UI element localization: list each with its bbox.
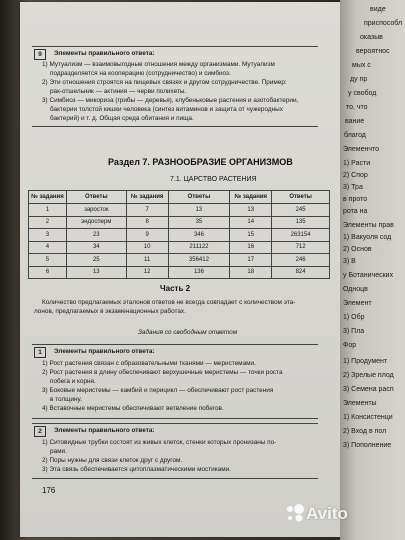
right-fragment: 1) Продумент — [343, 358, 388, 365]
table-cell: 346 — [168, 229, 230, 242]
right-fragment: у свобод — [348, 90, 377, 97]
table-cell: 13 — [66, 266, 126, 279]
right-fragment: вероятнос — [356, 48, 390, 55]
task2-bottom-rule — [32, 478, 318, 479]
table-cell: 5 — [29, 254, 67, 267]
task1-bottom-rule — [32, 418, 318, 419]
task-number-box: 1 — [34, 347, 46, 358]
table-row — [29, 216, 330, 229]
right-fragment: 1) Обр — [343, 314, 365, 321]
table-cell: 824 — [272, 266, 330, 279]
table-cell: 13 — [230, 204, 272, 217]
avito-watermark: Avito — [306, 504, 348, 523]
table-cell: заросток — [66, 204, 126, 217]
right-fragment: 1) Консистенци — [343, 414, 393, 421]
task1-line-1: 1) Рост растения связан с образовательными тканями — меристемами. — [42, 360, 256, 367]
table-cell: 34 — [66, 241, 126, 254]
table-cell: 136 — [168, 266, 230, 279]
table-row — [29, 241, 330, 254]
table-cell: 211122 — [168, 241, 230, 254]
top-line-4: рак-отшельник — актиния — черви полихеты. — [50, 88, 187, 95]
table-row — [29, 204, 330, 217]
right-fragment: 3) Пополнение — [343, 442, 392, 449]
top-line-7: бактерий) и т. д. Общая среда обитания и пища. — [50, 115, 194, 122]
table-cell: 356412 — [168, 254, 230, 267]
table-cell: 23 — [66, 229, 126, 242]
table-row — [29, 266, 330, 279]
part-intro-2: лонов, предлагаемых в экзаменационных работах. — [34, 308, 186, 315]
book-page-right — [340, 0, 405, 540]
table-cell: 35 — [168, 216, 230, 229]
right-fragment: ду пр — [350, 76, 368, 83]
right-fragment: 3) Тра — [343, 184, 363, 191]
section-subtitle: 7.1. ЦАРСТВО РАСТЕНИЯ — [170, 176, 257, 183]
table-cell: 2 — [29, 216, 67, 229]
task-number-box: 2 — [34, 426, 46, 437]
book-page-left — [20, 2, 340, 537]
right-fragment: Элемент — [343, 300, 372, 307]
table-cell: 14 — [230, 216, 272, 229]
table-cell: 16 — [230, 241, 272, 254]
right-fragment: Фор — [343, 342, 357, 349]
top-line-1: 1) Мутуализм — взаимовыгодные отношения между организмами. Мутуализм — [42, 61, 275, 68]
table-cell: 245 — [272, 204, 330, 217]
table-cell: 4 — [29, 241, 67, 254]
task2-top-rule — [32, 423, 318, 424]
right-fragment: рота на — [343, 208, 368, 215]
table-cell: 1 — [29, 204, 67, 217]
table-cell: 7 — [126, 204, 168, 217]
right-fragment: то, что — [346, 104, 368, 111]
right-fragment: 2) Основ — [343, 246, 372, 253]
answers-table — [28, 190, 330, 279]
top-line-5: 3) Симбиоз — микориза (грибы — деревья), клубеньковые растения и азотобактерии, — [42, 97, 299, 104]
table-row — [29, 229, 330, 242]
tasks-subtitle: Задания со свободным ответом — [138, 329, 238, 336]
avito-logo-icon — [284, 502, 306, 524]
table-cell: 12 — [126, 266, 168, 279]
task1-line-5: в толщину. — [50, 396, 82, 403]
table-cell: 10 — [126, 241, 168, 254]
right-fragment: Элементы прав — [343, 222, 394, 229]
right-fragment: 1) Расти — [343, 160, 371, 167]
table-cell: 712 — [272, 241, 330, 254]
right-fragment: вание — [345, 118, 365, 125]
task2-heading: Элементы правильного ответа: — [54, 427, 155, 434]
table-row — [29, 254, 330, 267]
table-cell: 263154 — [272, 229, 330, 242]
col-header: № задания — [29, 191, 67, 204]
top-line-2: подразделяется на кооперацию (сотрудничество) и симбиоз. — [50, 70, 231, 77]
right-fragment: 2) Спор — [343, 172, 368, 179]
table-cell: 8 — [126, 216, 168, 229]
col-header: № задания — [126, 191, 168, 204]
right-fragment: мых с — [352, 62, 371, 69]
task1-line-2: 2) Рост растения в длину обеспечивают верхушечные меристемы — точки роста — [42, 369, 283, 376]
right-fragment: у Ботанических — [343, 272, 394, 279]
table-cell: 13 — [168, 204, 230, 217]
right-fragment: благод — [344, 132, 366, 139]
table-cell: 246 — [272, 254, 330, 267]
top-bottom-rule — [32, 126, 318, 127]
part-title: Часть 2 — [160, 284, 191, 293]
table-cell: 17 — [230, 254, 272, 267]
section-title: Раздел 7. РАЗНООБРАЗИЕ ОРГАНИЗМОВ — [108, 157, 293, 167]
top-rule — [32, 46, 318, 47]
right-fragment: Элеменчто — [343, 146, 380, 153]
task1-heading: Элементы правильного ответа: — [54, 348, 155, 355]
task1-top-rule — [32, 344, 318, 345]
table-cell: 25 — [66, 254, 126, 267]
task-number-box: 9 — [34, 49, 46, 60]
table-cell: 6 — [29, 266, 67, 279]
col-header: Ответы — [272, 191, 330, 204]
right-fragment: виде — [370, 6, 386, 13]
page-number: 176 — [42, 486, 56, 495]
right-fragment: Элементы — [343, 400, 377, 407]
col-header: № задания — [230, 191, 272, 204]
table-cell: 135 — [272, 216, 330, 229]
task1-line-3: побега и корня. — [50, 378, 96, 385]
top-line-6: бактерии толстой кишки человека (синтез витаминов и защита от чужеродных — [50, 106, 283, 113]
right-fragment: 3) Семена расп — [343, 386, 394, 393]
table-cell: 11 — [126, 254, 168, 267]
task1-line-6: 4) Вставочные меристемы обеспечивают ветвление побегов. — [42, 405, 224, 412]
task2-line-1: 1) Ситовидные трубки состоят из живых клеток, стенки которых пронизаны по- — [42, 439, 277, 446]
top-line-3: 2) Эти отношения строятся на пищевых связях и другом сотрудничестве. Пример: — [42, 79, 287, 86]
task2-line-4: 3) Эта связь обеспечивается цитоплазматическими мостиками. — [42, 466, 231, 473]
right-fragment: 3) Пла — [343, 328, 365, 335]
table-cell: эндосперм — [66, 216, 126, 229]
top-block-heading: Элементы правильного ответа: — [54, 50, 155, 57]
right-fragment: 2) Вход в пол — [343, 428, 387, 435]
right-fragment: 2) Зрелые плод — [343, 372, 394, 379]
right-fragment: оказыв — [360, 34, 383, 41]
task2-line-3: 2) Поры нужны для связи клеток друг с другом. — [42, 457, 183, 464]
table-cell: 15 — [230, 229, 272, 242]
right-fragment: в прото — [343, 196, 368, 203]
part-intro-1: Количество предлагаемых эталонов ответов не всегда совпадает с количеством эта- — [42, 299, 296, 306]
table-header-row — [29, 191, 330, 204]
table-cell: 3 — [29, 229, 67, 242]
table-cell: 18 — [230, 266, 272, 279]
col-header: Ответы — [168, 191, 230, 204]
right-fragment: 3) В — [343, 258, 356, 265]
col-header: Ответы — [66, 191, 126, 204]
table-cell: 9 — [126, 229, 168, 242]
task2-line-2: рами. — [50, 448, 67, 455]
right-fragment: приспособл — [364, 20, 403, 27]
right-fragment: Одноцв — [343, 286, 368, 293]
right-fragment: 1) Вакуоля сод — [343, 234, 392, 241]
task1-line-4: 3) Боковые меристемы — камбий и перицикл — обеспечивают рост растения — [42, 387, 274, 394]
